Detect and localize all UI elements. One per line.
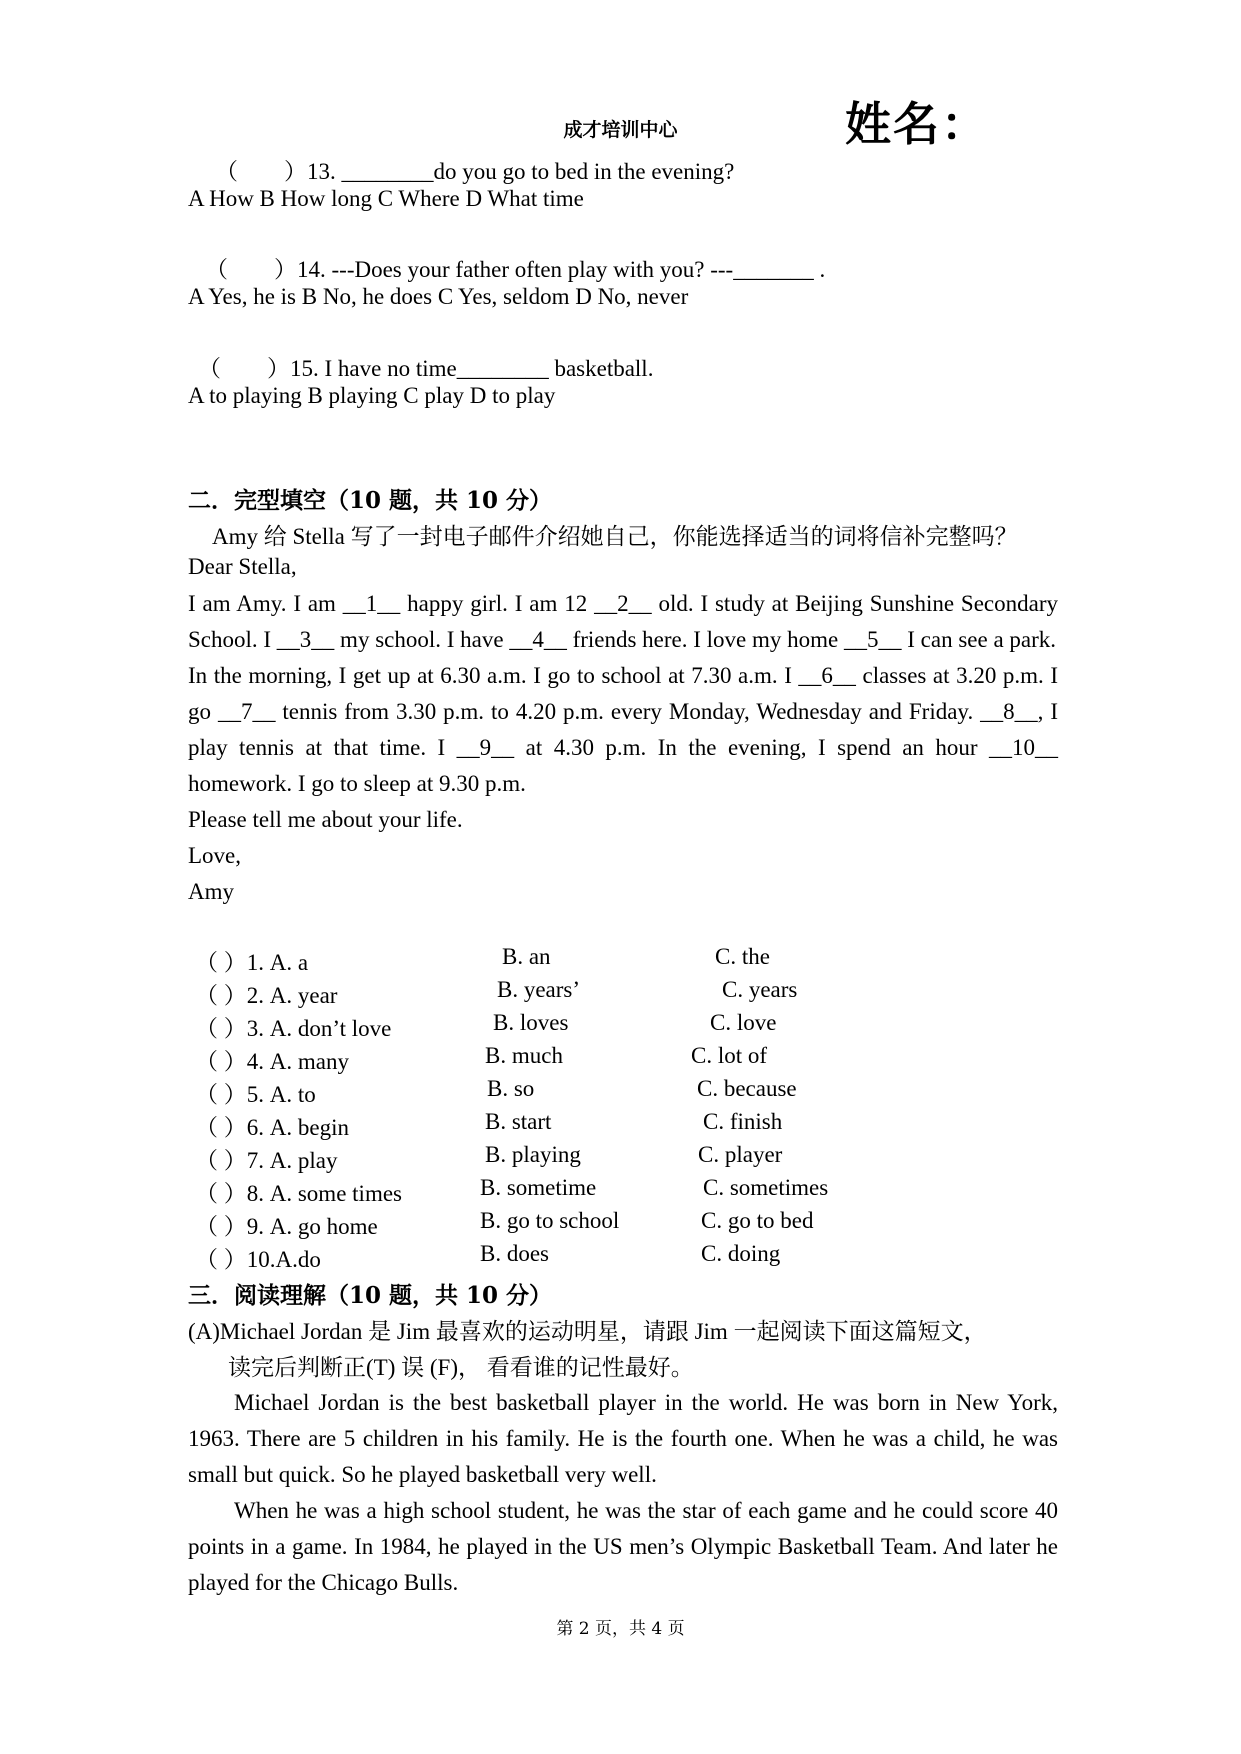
reading-paragraph-1: Michael Jordan is the best basketball player in the world. He was born in New York, 1963. There are 5 children in his family. He is the fourth one. When he was a child, he was small but quick. So he played basketball very well.: [188, 1390, 1058, 1487]
option-row: [195, 1109, 895, 1142]
option-row: [195, 1208, 895, 1241]
option-b: B. loves: [493, 1010, 569, 1035]
option-c: C. lot of: [691, 1043, 768, 1068]
option-c: C. doing: [701, 1241, 781, 1266]
option-a: （ ）4. A. many: [195, 1049, 349, 1074]
option-c: C. the: [715, 944, 770, 969]
option-a: （ ）3. A. don’t love: [195, 1016, 392, 1041]
option-b: B. go to school: [480, 1208, 620, 1233]
letter-greeting: Dear Stella,: [188, 554, 297, 579]
question-13-stem: （ ）13. ________do you go to bed in the evening?: [215, 159, 735, 184]
header-title: 成才培训中心: [563, 119, 678, 141]
option-a: （ ）10.A.do: [195, 1247, 321, 1272]
option-row: [195, 944, 895, 977]
option-a: （ ）1. A. a: [195, 950, 309, 975]
option-b: B. playing: [485, 1142, 581, 1167]
option-c: C. because: [697, 1076, 797, 1101]
section3-intro-line-1: (A)Michael Jordan 是 Jim 最喜欢的运动明星，请跟 Jim 一起阅读下面这篇短文，: [188, 1319, 987, 1344]
name-label: 姓名：: [845, 97, 989, 151]
option-row: [195, 1010, 895, 1043]
question-15-options: A to playing B playing C play D to play: [188, 383, 556, 408]
question-14-stem: （ ）14. ---Does your father often play with you? ---_______ .: [205, 257, 826, 282]
option-c: C. finish: [703, 1109, 783, 1134]
option-a: （ ）6. A. begin: [195, 1115, 349, 1140]
question-13-options: A How B How long C Where D What time: [188, 186, 584, 211]
section2-intro: Amy 给 Stella 写了一封电子邮件介绍她自己，你能选择适当的词将信补完整吗？: [212, 524, 1018, 549]
option-b: B. much: [485, 1043, 563, 1068]
option-row: [195, 1076, 895, 1109]
option-a: （ ）2. A. year: [195, 983, 338, 1008]
option-c: C. player: [698, 1142, 783, 1167]
cloze-options: [195, 944, 895, 1274]
reading-paragraph-2: When he was a high school student, he was the star of each game and he could score 40 points in a game. In 1984, he played in the US men’s Olympic Basketball Team. And later he played for the Chicago Bulls.: [188, 1498, 1058, 1595]
option-b: B. so: [487, 1076, 535, 1101]
section3-intro-line-2: 读完后判断正(T) 误 (F)， 看看谁的记性最好。: [228, 1355, 694, 1380]
letter-closing-1: Please tell me about your life.: [188, 807, 463, 832]
letter-closing-2: Love,: [188, 843, 242, 868]
option-row: [195, 1142, 895, 1175]
option-a: （ ）7. A. play: [195, 1148, 338, 1173]
reading-passage: [188, 1385, 1058, 1601]
option-row: [195, 977, 895, 1010]
option-c: C. sometimes: [703, 1175, 829, 1200]
option-b: B. years’: [497, 977, 581, 1002]
option-b: B. does: [480, 1241, 549, 1266]
section3-title: 三．阅读理解（10 题，共 10 分）: [188, 1282, 553, 1309]
option-a: （ ）8. A. some times: [195, 1181, 402, 1206]
option-a: （ ）5. A. to: [195, 1082, 316, 1107]
question-15-stem: （ ）15. I have no time________ basketball.: [198, 356, 654, 381]
option-b: B. start: [485, 1109, 552, 1134]
option-c: C. go to bed: [701, 1208, 814, 1233]
option-c: C. years: [722, 977, 798, 1002]
letter-body: [188, 586, 1058, 910]
option-row: [195, 1241, 895, 1274]
option-row: [195, 1043, 895, 1076]
page-number: 第 2 页，共 4 页: [556, 1619, 685, 1639]
question-14-options: A Yes, he is B No, he does C Yes, seldom D No, never: [188, 284, 689, 309]
letter-paragraph-1: I am Amy. I am __1__ happy girl. I am 12 __2__ old. I study at Beijing Sunshine Secondary School. I __3__ my school. I have __4__ friends here. I love my home __5__ I can see a park.: [188, 591, 1058, 652]
option-b: B. an: [502, 944, 551, 969]
letter-paragraph-2: In the morning, I get up at 6.30 a.m. I go to school at 7.30 a.m. I __6__ classes at 3.20 p.m. I go __7__ tennis from 3.30 p.m. to 4.20 p.m. every Monday, Wednesday and Friday. __8__, I play tennis at that time. I __9__ at 4.30 p.m. In the evening, I spend an hour __10__ homework. I go to sleep at 9.30 p.m.: [188, 663, 1058, 796]
letter-signature: Amy: [188, 879, 234, 904]
option-c: C. love: [710, 1010, 777, 1035]
option-row: [195, 1175, 895, 1208]
option-a: （ ）9. A. go home: [195, 1214, 378, 1239]
section2-title: 二．完型填空（10 题，共 10 分）: [188, 487, 553, 514]
option-b: B. sometime: [480, 1175, 597, 1200]
